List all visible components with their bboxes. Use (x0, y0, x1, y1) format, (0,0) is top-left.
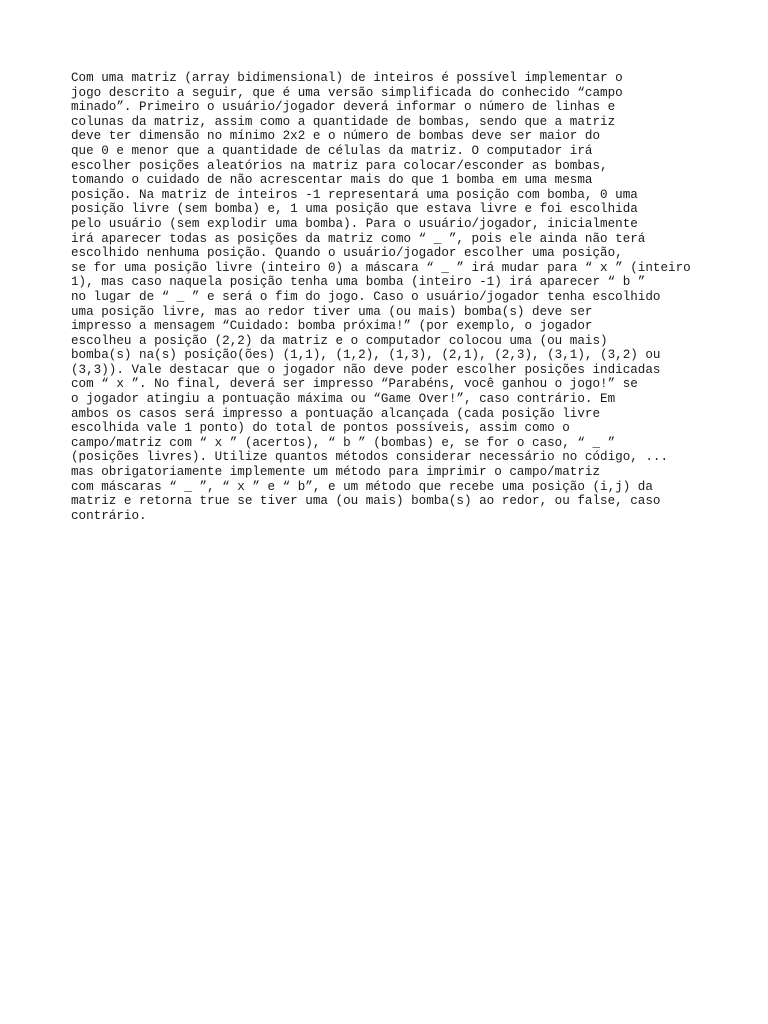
text-line: no lugar de “ _ ” e será o fim do jogo. Caso o usuário/jogador tenha escolhido (71, 289, 661, 304)
text-line: matriz e retorna true se tiver uma (ou mais) bomba(s) ao redor, ou false, caso (71, 494, 661, 509)
text-line: que 0 e menor que a quantidade de células da matriz. O computador irá (71, 143, 593, 158)
text-line: (3,3)). Vale destacar que o jogador não deve poder escolher posições indicadas (71, 362, 661, 377)
text-line: impresso a mensagem “Cuidado: bomba próxima!” (por exemplo, o jogador (71, 319, 593, 334)
text-line: deve ter dimensão no mínimo 2x2 e o número de bombas deve ser maior do (71, 129, 601, 144)
text-line: campo/matriz com “ x ” (acertos), “ b ” (bombas) e, se for o caso, “ _ ” (71, 435, 616, 450)
text-line: escolher posições aleatórios na matriz para colocar/esconder as bombas, (71, 158, 608, 173)
text-line: mas obrigatoriamente implemente um método para imprimir o campo/matriz (71, 465, 601, 480)
text-line: escolheu a posição (2,2) da matriz e o computador colocou uma (ou mais) (71, 333, 608, 348)
text-line: posição livre (sem bomba) e, 1 uma posição que estava livre e foi escolhida (71, 202, 638, 217)
text-line: escolhida vale 1 ponto) do total de pontos possíveis, assim como o (71, 421, 570, 436)
text-line: colunas da matriz, assim como a quantidade de bombas, sendo que a matriz (71, 114, 616, 129)
text-line: jogo descrito a seguir, que é uma versão simplificada do conhecido “campo (71, 85, 623, 100)
text-line: contrário. (71, 508, 147, 523)
text-line: 1), mas caso naquela posição tenha uma bomba (inteiro -1) irá aparecer “ b ” (71, 275, 646, 290)
text-line: ambos os casos será impresso a pontuação alcançada (cada posição livre (71, 406, 601, 421)
text-line: (posições livres). Utilize quantos métodos considerar necessário no código, ... (71, 450, 669, 465)
text-line: com máscaras “ _ ”, “ x ” e “ b”, e um método que recebe uma posição (i,j) da (71, 479, 653, 494)
text-line: irá aparecer todas as posições da matriz como “ _ ”, pois ele ainda não terá (71, 231, 646, 246)
text-line: se for uma posição livre (inteiro 0) a máscara “ _ ” irá mudar para “ x ” (inteiro (71, 260, 691, 275)
text-line: minado”. Primeiro o usuário/jogador deverá informar o número de linhas e (71, 100, 616, 115)
text-line: o jogador atingiu a pontuação máxima ou “Game Over!”, caso contrário. Em (71, 392, 616, 407)
body-text (71, 71, 731, 523)
text-line: com “ x ”. No final, deverá ser impresso “Parabéns, você ganhou o jogo!” se (71, 377, 638, 392)
text-line: pelo usuário (sem explodir uma bomba). Para o usuário/jogador, inicialmente (71, 216, 638, 231)
text-line: Com uma matriz (array bidimensional) de inteiros é possível implementar o (71, 71, 623, 85)
text-line: posição. Na matriz de inteiros -1 representará uma posição com bomba, 0 uma (71, 187, 638, 202)
text-line: escolhido nenhuma posição. Quando o usuário/jogador escolher uma posição, (71, 246, 623, 261)
text-line: bomba(s) na(s) posição(ões) (1,1), (1,2), (1,3), (2,1), (2,3), (3,1), (3,2) ou (71, 348, 661, 363)
text-line: uma posição livre, mas ao redor tiver uma (ou mais) bomba(s) deve ser (71, 304, 593, 319)
text-line: tomando o cuidado de não acrescentar mais do que 1 bomba em uma mesma (71, 173, 593, 188)
